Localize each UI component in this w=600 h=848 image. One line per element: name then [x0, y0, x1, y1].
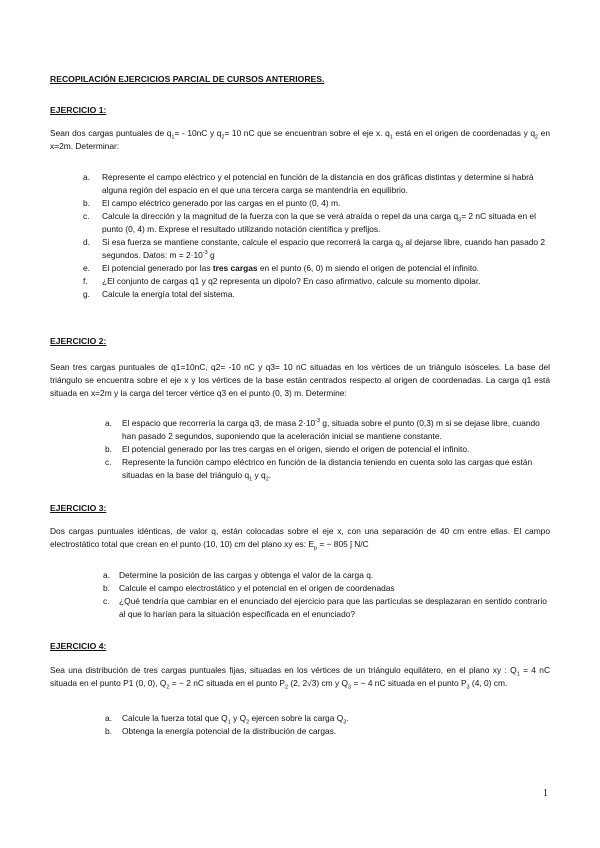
exercise-4-heading: EJERCICIO 4: [50, 641, 107, 651]
exercise-2-intro: Sean tres cargas puntuales de q1=10nC, q2= -10 nC y q3= 10 nC situadas en los vértices de un triángulo isósceles. La base del triángulo se encuentra sobre el eje x y los vértices de la base están centrados respecto al origen de coordenadas. La carga q1 está situada en x=2m y la carga del tercer vértice q3 en el punto (0, 3) m. Determine: [50, 362, 550, 398]
exercise-1-intro: Sean dos cargas puntuales de $q_1= - 10nC$ y $q_2= 10$ nC que se encuentran sobre el eje x. $q_1$ está en el origen de coordenadas y $q_2$ en x=2m. Determinar: [50, 128, 550, 151]
exercise-1-item-b: b. El campo eléctrico generado por las cargas en el punto (0, 4) m. [83, 198, 341, 208]
exercise-2-item-a: a. El espacio que recorrería la carga q3, de masa $2\cdot 10^{-3}$ g, situada sobre el punto (0,3) m si se dejase libre, cuando han pasado 2 segundos, suponiendo que la aceleración inicial se mantiene constante. [105, 418, 540, 441]
exercise-3-item-b: b. Calcule el campo electrostático y el potencial en el origen de coordenadas [103, 583, 395, 593]
exercise-2-item-c: c. Represente la función campo eléctrico en función de la distancia teniendo en cuenta solo las cargas que están situadas en la base del triángulo $q_1$ y $q_2$. [105, 457, 533, 483]
exercise-3-heading: EJERCICIO 3: [50, 503, 107, 513]
exercise-1-item-a: a. Represente el campo eléctrico y el potencial en función de la distancia en dos gráficas distintas y determine si habrá alguna región del espacio en el que una tercera carga se mantendría en equilibrio. [83, 172, 534, 195]
exercise-1-item-c: c. Calcule la dirección y la magnitud de la fuerza con la que se verá atraída o repel da una carga $q_3= 2$ nC situada en el punto (0, 4) m. Exprese el resultado utilizando notación científica y prefijos. [83, 211, 536, 234]
page-number: 1 [543, 788, 548, 799]
exercise-2-heading: EJERCICIO 2: [50, 336, 107, 346]
exercise-3-list [103, 569, 550, 621]
exercise-4-item-a: a. Calcule la fuerza total que $Q_1$ y $Q_2$ ejercen sobre la carga $Q_3$. [105, 713, 349, 726]
exercise-4-list [105, 712, 550, 738]
exercise-3-item-c: c. ¿Qué tendría que cambiar en el enunciado del ejercicio para que las partículas se desplazaran en sentido contrario al que lo harían para la situación especificada en el enunciado? [103, 596, 547, 619]
exercise-1-item-f: f. ¿El conjunto de cargas q1 y q2 representa un dipolo? En caso afirmativo, calcule su momento dipolar. [83, 276, 481, 286]
exercise-3-item-a: a. Determine la posición de las cargas y obtenga el valor de la carga q. [103, 570, 374, 580]
exercise-4-intro: Sea una distribución de tres cargas puntuales fijas, situadas en los vértices de un triángulo equilátero, en el plano xy : $Q_1 = 4$ nC situada en el punto P1 (0, 0), $Q_2$ = − 2 nC situada en el punto $P_2$ (2, 2√3) cm y $Q_3$ = − 4 nC situada en el punto $P_3$ (4, 0) cm. [50, 665, 550, 691]
exercise-2-item-b: b. El potencial generado por las tres cargas en el origen, siendo el origen de potencial el infinito. [105, 444, 470, 454]
exercise-1-heading: EJERCICIO 1: [50, 105, 107, 115]
exercise-3-intro: Dos cargas puntuales idénticas, de valor q, están colocadas sobre el eje x, con una separación de 40 cm entre ellas. El campo electrostático total que crean en el punto (10, 10) cm del plano xy es: $E_p$ = − 805 ĵ N/C [50, 526, 550, 552]
exercise-1-item-d: d. Si esa fuerza se mantiene constante, calcule el espacio que recorrerá la carga $q_3$ al dejarse libre, cuando han pasado 2 segundos. Datos: $m = 2\cdot 10^{-3}$ g [83, 237, 546, 260]
exercise-4-item-b: b. Obtenga la energía potencial de la distribución de cargas. [105, 726, 337, 736]
exercise-2-list [105, 417, 550, 483]
exercise-1-list [83, 171, 550, 301]
document-title: RECOPILACIÓN EJERCICIOS PARCIAL DE CURSOS ANTERIORES. [50, 74, 325, 84]
exercise-1-item-e: e. El potencial generado por las tres cargas en el punto (6, 0) m siendo el origen de potencial el infinito. [83, 263, 480, 273]
exercise-1-item-g: g. Calcule la energía total del sistema. [83, 289, 235, 299]
